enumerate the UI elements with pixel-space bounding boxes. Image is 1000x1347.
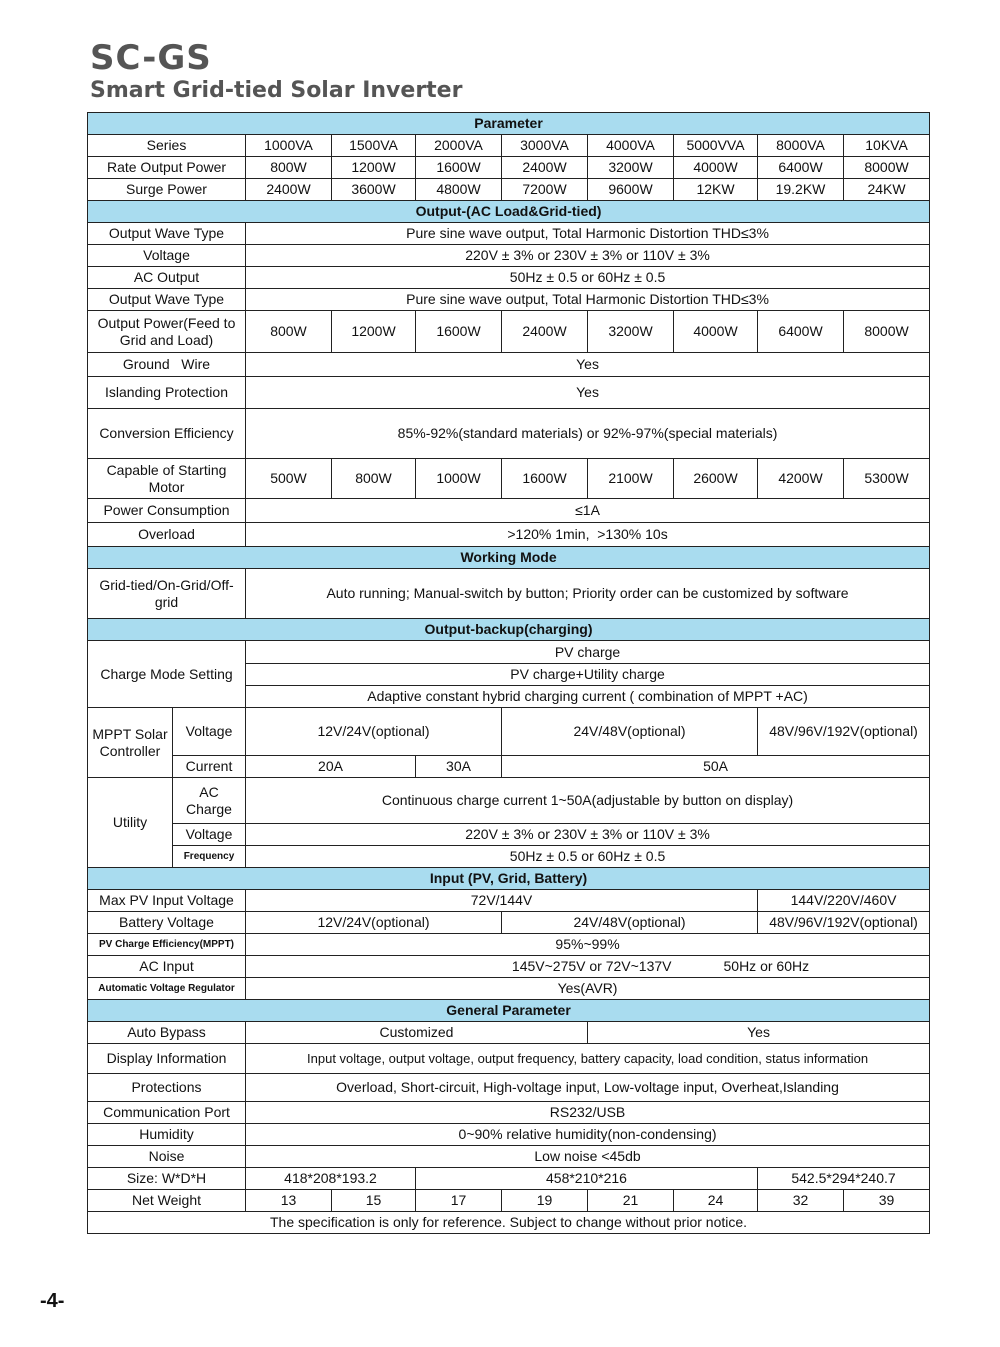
series-cell: 4000VA — [588, 135, 674, 157]
motor-cell: 2600W — [674, 459, 758, 499]
auto-bypass-label: Auto Bypass — [88, 1022, 246, 1044]
output-power-cell: 6400W — [758, 311, 844, 353]
motor-cell: 2100W — [588, 459, 674, 499]
mppt-voltage-cell: 24V/48V(optional) — [502, 708, 758, 756]
weight-cell: 17 — [416, 1190, 502, 1212]
consumption-label: Power Consumption — [88, 499, 246, 523]
section-output-backup: Output-backup(charging) — [88, 619, 930, 641]
mppt-current-cell: 50A — [502, 756, 930, 778]
rate-cell: 3200W — [588, 157, 674, 179]
frequency-label: Frequency — [173, 846, 246, 868]
surge-cell: 24KW — [844, 179, 930, 201]
mppt-label: MPPT Solar Controller — [88, 708, 173, 778]
weight-cell: 21 — [588, 1190, 674, 1212]
motor-cell: 5300W — [844, 459, 930, 499]
output-power-cell: 1200W — [332, 311, 416, 353]
section-input: Input (PV, Grid, Battery) — [88, 868, 930, 890]
ac-input-frequency: 50Hz or 60Hz — [674, 956, 930, 978]
product-title: SC-GS — [90, 38, 212, 78]
series-cell: 3000VA — [502, 135, 588, 157]
motor-cell: 800W — [332, 459, 416, 499]
output-power-cell: 4000W — [674, 311, 758, 353]
islanding-label: Islanding Protection — [88, 377, 246, 409]
working-mode-label: Grid-tied/On-Grid/Off-grid — [88, 569, 246, 619]
motor-cell: 500W — [246, 459, 332, 499]
output-wave-value-2: Pure sine wave output, Total Harmonic Distortion THD≤3% — [246, 289, 930, 311]
working-mode-value: Auto running; Manual-switch by button; Priority order can be customized by software — [246, 569, 930, 619]
net-weight-label: Net Weight — [88, 1190, 246, 1212]
motor-label: Capable of Starting Motor — [88, 459, 246, 499]
charge-mode-label: Charge Mode Setting — [88, 641, 246, 708]
pv-efficiency-label: PV Charge Efficiency(MPPT) — [88, 934, 246, 956]
weight-cell: 13 — [246, 1190, 332, 1212]
avr-label: Automatic Voltage Regulator — [88, 978, 246, 1000]
rate-cell: 1600W — [416, 157, 502, 179]
output-power-cell: 1600W — [416, 311, 502, 353]
mppt-current-cell: 30A — [416, 756, 502, 778]
ground-wire-label: Ground Wire — [88, 353, 246, 377]
communication-label: Communication Port — [88, 1102, 246, 1124]
output-voltage-value: 220V ± 3% or 230V ± 3% or 110V ± 3% — [246, 245, 930, 267]
humidity-label: Humidity — [88, 1124, 246, 1146]
output-power-cell: 2400W — [502, 311, 588, 353]
series-cell: 10KVA — [844, 135, 930, 157]
series-cell: 5000VVA — [674, 135, 758, 157]
max-pv-value: 72V/144V — [246, 890, 758, 912]
footnote: The specification is only for reference. Subject to change without prior notice. — [88, 1212, 930, 1234]
mppt-voltage-label: Voltage — [173, 708, 246, 756]
display-info-value: Input voltage, output voltage, output frequency, battery capacity, load condition, status information — [246, 1044, 930, 1074]
islanding-value: Yes — [246, 377, 930, 409]
conversion-label: Conversion Efficiency — [88, 409, 246, 459]
motor-cell: 4200W — [758, 459, 844, 499]
output-wave-label: Output Wave Type — [88, 223, 246, 245]
surge-cell: 4800W — [416, 179, 502, 201]
section-general: General Parameter — [88, 1000, 930, 1022]
weight-cell: 24 — [674, 1190, 758, 1212]
auto-bypass-value: Yes — [588, 1022, 930, 1044]
output-power-cell: 8000W — [844, 311, 930, 353]
protections-value: Overload, Short-circuit, High-voltage input, Low-voltage input, Overheat,Islanding — [246, 1074, 930, 1102]
rate-cell: 2400W — [502, 157, 588, 179]
series-cell: 2000VA — [416, 135, 502, 157]
weight-cell: 32 — [758, 1190, 844, 1212]
ground-wire-value: Yes — [246, 353, 930, 377]
section-parameter: Parameter — [88, 113, 930, 135]
spec-table — [87, 112, 930, 1234]
ac-output-label: AC Output — [88, 267, 246, 289]
motor-cell: 1000W — [416, 459, 502, 499]
rate-cell: 1200W — [332, 157, 416, 179]
communication-value: RS232/USB — [246, 1102, 930, 1124]
ac-input-label: AC Input — [88, 956, 246, 978]
max-pv-value: 144V/220V/460V — [758, 890, 930, 912]
rate-cell: 4000W — [674, 157, 758, 179]
weight-cell: 19 — [502, 1190, 588, 1212]
conversion-value: 85%-92%(standard materials) or 92%-97%(special materials) — [246, 409, 930, 459]
surge-power-label: Surge Power — [88, 179, 246, 201]
battery-voltage-cell: 12V/24V(optional) — [246, 912, 502, 934]
size-label: Size: W*D*H — [88, 1168, 246, 1190]
battery-voltage-cell: 24V/48V(optional) — [502, 912, 758, 934]
output-wave-value: Pure sine wave output, Total Harmonic Distortion THD≤3% — [246, 223, 930, 245]
utility-voltage-label: Voltage — [173, 824, 246, 846]
mppt-voltage-cell: 48V/96V/192V(optional) — [758, 708, 930, 756]
overload-label: Overload — [88, 523, 246, 547]
battery-voltage-cell: 48V/96V/192V(optional) — [758, 912, 930, 934]
charge-mode-value: Adaptive constant hybrid charging current ( combination of MPPT +AC) — [246, 686, 930, 708]
overload-value: >120% 1min, >130% 10s — [246, 523, 930, 547]
page-number: -4- — [40, 1290, 65, 1312]
output-voltage-label: Voltage — [88, 245, 246, 267]
pv-efficiency-value: 95%~99% — [246, 934, 930, 956]
size-cell: 542.5*294*240.7 — [758, 1168, 930, 1190]
weight-cell: 39 — [844, 1190, 930, 1212]
surge-cell: 12KW — [674, 179, 758, 201]
series-cell: 8000VA — [758, 135, 844, 157]
surge-cell: 7200W — [502, 179, 588, 201]
rate-cell: 8000W — [844, 157, 930, 179]
charge-mode-value: PV charge+Utility charge — [246, 664, 930, 686]
weight-cell: 15 — [332, 1190, 416, 1212]
output-power-label: Output Power(Feed to Grid and Load) — [88, 311, 246, 353]
surge-cell: 3600W — [332, 179, 416, 201]
ac-charge-value: Continuous charge current 1~50A(adjustable by button on display) — [246, 778, 930, 824]
humidity-value: 0~90% relative humidity(non-condensing) — [246, 1124, 930, 1146]
frequency-value: 50Hz ± 0.5 or 60Hz ± 0.5 — [246, 846, 930, 868]
mppt-voltage-cell: 12V/24V(optional) — [246, 708, 502, 756]
display-info-label: Display Information — [88, 1044, 246, 1074]
protections-label: Protections — [88, 1074, 246, 1102]
noise-value: Low noise <45db — [246, 1146, 930, 1168]
surge-cell: 9600W — [588, 179, 674, 201]
series-label: Series — [88, 135, 246, 157]
rate-cell: 800W — [246, 157, 332, 179]
size-cell: 458*210*216 — [416, 1168, 758, 1190]
rate-output-label: Rate Output Power — [88, 157, 246, 179]
surge-cell: 2400W — [246, 179, 332, 201]
series-cell: 1000VA — [246, 135, 332, 157]
output-power-cell: 3200W — [588, 311, 674, 353]
size-cell: 418*208*193.2 — [246, 1168, 416, 1190]
utility-voltage-value: 220V ± 3% or 230V ± 3% or 110V ± 3% — [246, 824, 930, 846]
auto-bypass-value: Customized — [246, 1022, 588, 1044]
motor-cell: 1600W — [502, 459, 588, 499]
ac-output-value: 50Hz ± 0.5 or 60Hz ± 0.5 — [246, 267, 930, 289]
noise-label: Noise — [88, 1146, 246, 1168]
consumption-value: ≤1A — [246, 499, 930, 523]
battery-voltage-label: Battery Voltage — [88, 912, 246, 934]
mppt-current-cell: 20A — [246, 756, 416, 778]
product-subtitle: Smart Grid-tied Solar Inverter — [90, 78, 463, 103]
max-pv-label: Max PV Input Voltage — [88, 890, 246, 912]
output-wave-label-2: Output Wave Type — [88, 289, 246, 311]
section-output-ac: Output-(AC Load&Grid-tied) — [88, 201, 930, 223]
ac-input-value: 145V~275V or 72V~137V — [246, 956, 674, 978]
charge-mode-value: PV charge — [246, 641, 930, 664]
rate-cell: 6400W — [758, 157, 844, 179]
output-power-cell: 800W — [246, 311, 332, 353]
section-working-mode: Working Mode — [88, 547, 930, 569]
series-cell: 1500VA — [332, 135, 416, 157]
ac-charge-label: AC Charge — [173, 778, 246, 824]
mppt-current-label: Current — [173, 756, 246, 778]
surge-cell: 19.2KW — [758, 179, 844, 201]
avr-value: Yes(AVR) — [246, 978, 930, 1000]
utility-label: Utility — [88, 778, 173, 868]
